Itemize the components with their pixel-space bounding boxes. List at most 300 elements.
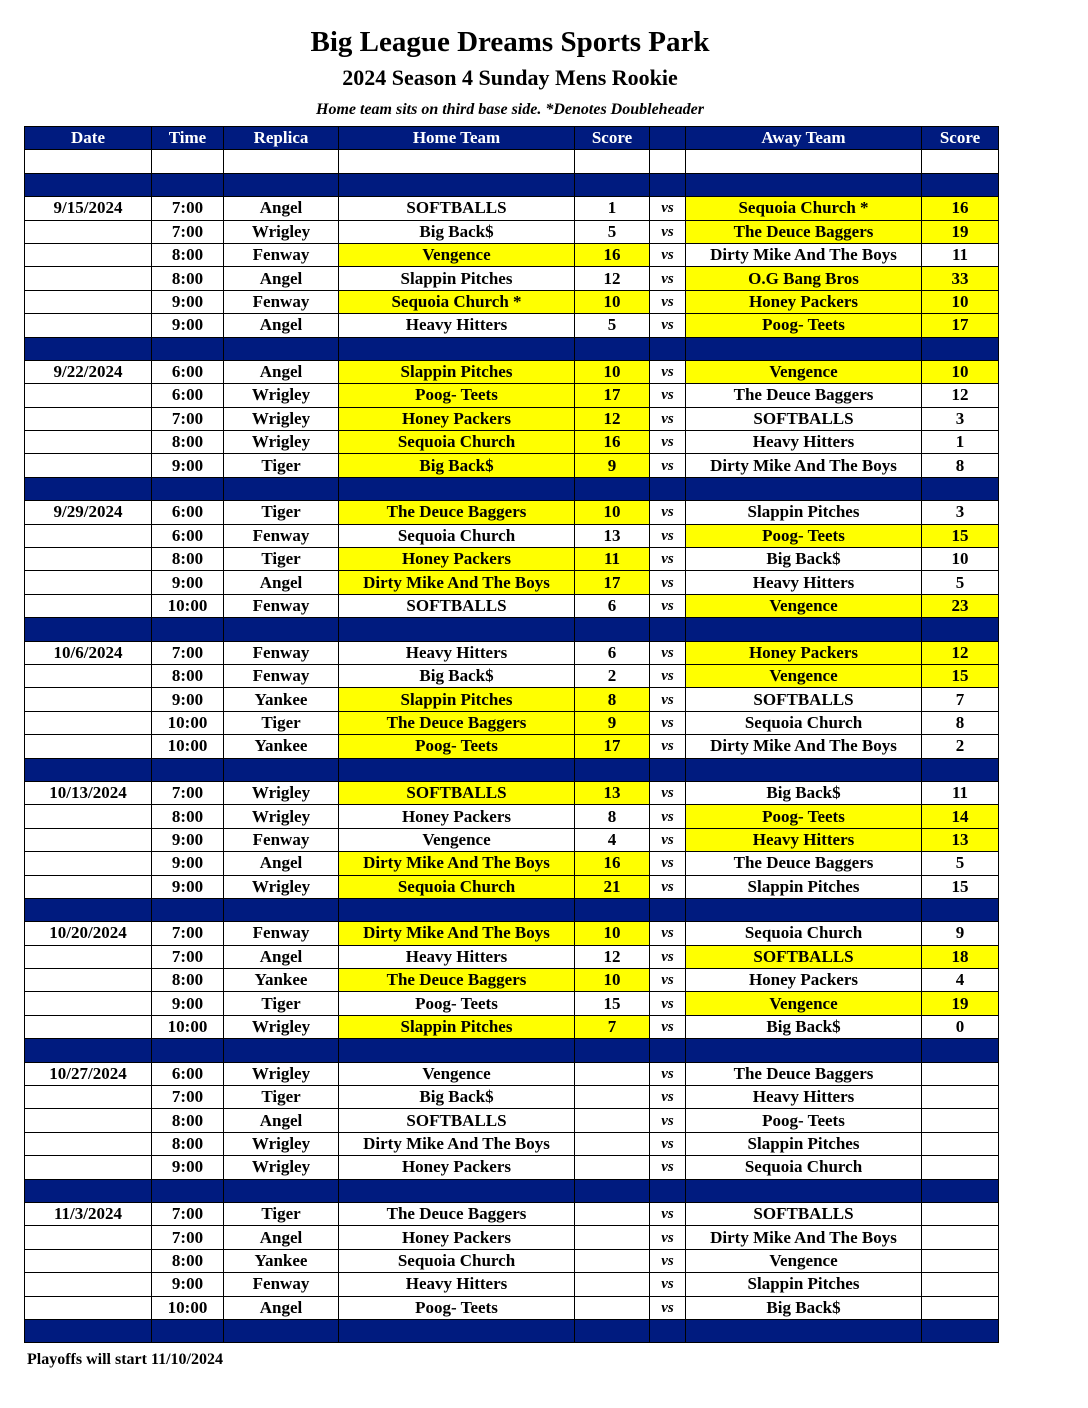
replica-cell: Wrigley: [224, 1015, 339, 1038]
replica-cell: Yankee: [224, 735, 339, 758]
away-team-cell: Slappin Pitches: [686, 1132, 922, 1155]
away-team-cell: Poog- Teets: [686, 805, 922, 828]
time-cell: 8:00: [152, 1132, 224, 1155]
vs-label: vs: [650, 220, 686, 243]
away-score-cell: [922, 1062, 999, 1085]
replica-cell: Angel: [224, 945, 339, 968]
away-score-cell: 17: [922, 314, 999, 337]
vs-label: vs: [650, 594, 686, 617]
home-score-cell: 16: [575, 852, 650, 875]
replica-cell: Fenway: [224, 594, 339, 617]
game-row: [25, 781, 999, 804]
replica-cell: Yankee: [224, 688, 339, 711]
away-team-cell: Honey Packers: [686, 641, 922, 664]
away-score-cell: [922, 1202, 999, 1225]
replica-cell: Fenway: [224, 922, 339, 945]
away-team-cell: Heavy Hitters: [686, 1086, 922, 1109]
away-team-cell: Big Back$: [686, 1296, 922, 1319]
away-score-cell: [922, 1109, 999, 1132]
vs-label: vs: [650, 735, 686, 758]
vs-label: vs: [650, 852, 686, 875]
home-team-cell: Honey Packers: [339, 1156, 575, 1179]
game-row: [25, 501, 999, 524]
replica-cell: Angel: [224, 1296, 339, 1319]
home-score-cell: [575, 1062, 650, 1085]
date-cell: [25, 548, 152, 571]
away-team-cell: Poog- Teets: [686, 314, 922, 337]
vs-label: vs: [650, 571, 686, 594]
away-score-cell: 8: [922, 454, 999, 477]
time-cell: 8:00: [152, 969, 224, 992]
replica-cell: Wrigley: [224, 1156, 339, 1179]
replica-cell: Fenway: [224, 641, 339, 664]
blank-row: [25, 150, 999, 173]
away-team-cell: SOFTBALLS: [686, 1202, 922, 1225]
replica-cell: Tiger: [224, 1086, 339, 1109]
home-team-cell: Big Back$: [339, 220, 575, 243]
home-team-cell: SOFTBALLS: [339, 1109, 575, 1132]
away-score-cell: 3: [922, 407, 999, 430]
home-team-cell: Heavy Hitters: [339, 314, 575, 337]
week-separator: [25, 898, 999, 921]
week-separator: [25, 173, 999, 196]
game-row: [25, 197, 999, 220]
replica-cell: Angel: [224, 360, 339, 383]
away-score-cell: [922, 1086, 999, 1109]
date-cell: [25, 290, 152, 313]
vs-label: vs: [650, 290, 686, 313]
home-team-cell: Heavy Hitters: [339, 945, 575, 968]
home-score-cell: 13: [575, 524, 650, 547]
col-replica-header: Replica: [224, 127, 339, 150]
game-row: [25, 945, 999, 968]
home-score-cell: [575, 1202, 650, 1225]
away-score-cell: 9: [922, 922, 999, 945]
away-score-cell: [922, 1132, 999, 1155]
away-team-cell: Big Back$: [686, 781, 922, 804]
time-cell: 6:00: [152, 1062, 224, 1085]
away-team-cell: Heavy Hitters: [686, 571, 922, 594]
week-separator: [25, 758, 999, 781]
away-score-cell: 14: [922, 805, 999, 828]
away-team-cell: SOFTBALLS: [686, 688, 922, 711]
home-team-cell: Big Back$: [339, 1086, 575, 1109]
home-team-cell: Vengence: [339, 1062, 575, 1085]
home-team-cell: Poog- Teets: [339, 735, 575, 758]
week-separator: [25, 1179, 999, 1202]
home-score-cell: 4: [575, 828, 650, 851]
away-score-cell: 15: [922, 664, 999, 687]
col-home-team-header: Home Team: [339, 127, 575, 150]
game-row: [25, 1202, 999, 1225]
replica-cell: Fenway: [224, 1273, 339, 1296]
home-score-cell: 10: [575, 360, 650, 383]
vs-label: vs: [650, 267, 686, 290]
away-team-cell: Slappin Pitches: [686, 1273, 922, 1296]
date-cell: 10/6/2024: [25, 641, 152, 664]
time-cell: 10:00: [152, 735, 224, 758]
date-cell: [25, 1109, 152, 1132]
home-team-cell: Sequoia Church *: [339, 290, 575, 313]
time-cell: 8:00: [152, 267, 224, 290]
home-score-cell: 11: [575, 548, 650, 571]
vs-label: vs: [650, 407, 686, 430]
home-score-cell: 9: [575, 711, 650, 734]
away-score-cell: 15: [922, 875, 999, 898]
away-team-cell: Vengence: [686, 1249, 922, 1272]
date-cell: [25, 1132, 152, 1155]
playoffs-note: Playoffs will start 11/10/2024: [27, 1351, 223, 1368]
away-team-cell: The Deuce Baggers: [686, 1062, 922, 1085]
away-team-cell: Big Back$: [686, 548, 922, 571]
game-row: [25, 360, 999, 383]
vs-label: vs: [650, 1273, 686, 1296]
game-row: [25, 1062, 999, 1085]
replica-cell: Fenway: [224, 243, 339, 266]
game-row: [25, 992, 999, 1015]
time-cell: 6:00: [152, 360, 224, 383]
replica-cell: Wrigley: [224, 875, 339, 898]
vs-label: vs: [650, 524, 686, 547]
home-score-cell: 12: [575, 407, 650, 430]
week-separator: [25, 1319, 999, 1342]
col-date-header: Date: [25, 127, 152, 150]
away-score-cell: 10: [922, 548, 999, 571]
replica-cell: Angel: [224, 571, 339, 594]
home-score-cell: 13: [575, 781, 650, 804]
game-row: [25, 548, 999, 571]
date-cell: [25, 431, 152, 454]
home-team-cell: Dirty Mike And The Boys: [339, 852, 575, 875]
date-cell: [25, 1249, 152, 1272]
away-score-cell: 13: [922, 828, 999, 851]
date-cell: [25, 1086, 152, 1109]
date-cell: [25, 1273, 152, 1296]
away-team-cell: Sequoia Church *: [686, 197, 922, 220]
time-cell: 10:00: [152, 594, 224, 617]
away-score-cell: 7: [922, 688, 999, 711]
home-team-cell: SOFTBALLS: [339, 781, 575, 804]
time-cell: 7:00: [152, 781, 224, 804]
away-team-cell: Slappin Pitches: [686, 501, 922, 524]
home-score-cell: [575, 1273, 650, 1296]
replica-cell: Wrigley: [224, 805, 339, 828]
away-team-cell: Dirty Mike And The Boys: [686, 243, 922, 266]
date-cell: [25, 407, 152, 430]
date-cell: [25, 524, 152, 547]
game-row: [25, 664, 999, 687]
game-row: [25, 267, 999, 290]
game-row: [25, 852, 999, 875]
date-cell: [25, 688, 152, 711]
replica-cell: Angel: [224, 197, 339, 220]
time-cell: 9:00: [152, 571, 224, 594]
time-cell: 7:00: [152, 641, 224, 664]
home-score-cell: 8: [575, 688, 650, 711]
away-score-cell: 18: [922, 945, 999, 968]
game-row: [25, 314, 999, 337]
home-score-cell: [575, 1109, 650, 1132]
away-team-cell: SOFTBALLS: [686, 945, 922, 968]
time-cell: 7:00: [152, 197, 224, 220]
away-team-cell: Heavy Hitters: [686, 431, 922, 454]
date-cell: [25, 1226, 152, 1249]
home-score-cell: 12: [575, 267, 650, 290]
away-team-cell: Vengence: [686, 992, 922, 1015]
home-team-cell: Big Back$: [339, 664, 575, 687]
game-row: [25, 735, 999, 758]
away-team-cell: Honey Packers: [686, 290, 922, 313]
away-score-cell: 19: [922, 992, 999, 1015]
game-row: [25, 220, 999, 243]
home-score-cell: [575, 1156, 650, 1179]
time-cell: 9:00: [152, 1273, 224, 1296]
game-row: [25, 384, 999, 407]
away-score-cell: [922, 1156, 999, 1179]
vs-label: vs: [650, 360, 686, 383]
vs-label: vs: [650, 501, 686, 524]
away-score-cell: 2: [922, 735, 999, 758]
home-team-cell: Poog- Teets: [339, 992, 575, 1015]
col-home-score-header: Score: [575, 127, 650, 150]
replica-cell: Wrigley: [224, 1062, 339, 1085]
time-cell: 7:00: [152, 407, 224, 430]
away-team-cell: Sequoia Church: [686, 1156, 922, 1179]
vs-label: vs: [650, 197, 686, 220]
replica-cell: Tiger: [224, 992, 339, 1015]
vs-label: vs: [650, 454, 686, 477]
away-score-cell: 23: [922, 594, 999, 617]
replica-cell: Wrigley: [224, 384, 339, 407]
date-cell: [25, 594, 152, 617]
home-score-cell: 2: [575, 664, 650, 687]
time-cell: 9:00: [152, 1156, 224, 1179]
time-cell: 6:00: [152, 501, 224, 524]
away-team-cell: The Deuce Baggers: [686, 384, 922, 407]
vs-label: vs: [650, 641, 686, 664]
replica-cell: Angel: [224, 852, 339, 875]
game-row: [25, 1249, 999, 1272]
time-cell: 8:00: [152, 1249, 224, 1272]
replica-cell: Fenway: [224, 524, 339, 547]
date-cell: 9/29/2024: [25, 501, 152, 524]
home-score-cell: 10: [575, 290, 650, 313]
away-team-cell: Sequoia Church: [686, 711, 922, 734]
home-score-cell: [575, 1296, 650, 1319]
date-cell: 10/27/2024: [25, 1062, 152, 1085]
time-cell: 7:00: [152, 1226, 224, 1249]
time-cell: 8:00: [152, 664, 224, 687]
time-cell: 9:00: [152, 875, 224, 898]
game-row: [25, 243, 999, 266]
time-cell: 7:00: [152, 922, 224, 945]
time-cell: 8:00: [152, 548, 224, 571]
date-cell: [25, 735, 152, 758]
replica-cell: Tiger: [224, 454, 339, 477]
replica-cell: Tiger: [224, 548, 339, 571]
replica-cell: Tiger: [224, 501, 339, 524]
vs-label: vs: [650, 314, 686, 337]
away-score-cell: [922, 1273, 999, 1296]
game-row: [25, 571, 999, 594]
date-cell: [25, 1296, 152, 1319]
week-separator: [25, 1039, 999, 1062]
home-team-cell: Sequoia Church: [339, 524, 575, 547]
home-score-cell: 16: [575, 243, 650, 266]
home-score-cell: 16: [575, 431, 650, 454]
home-team-cell: The Deuce Baggers: [339, 1202, 575, 1225]
home-score-cell: [575, 1249, 650, 1272]
vs-label: vs: [650, 945, 686, 968]
date-cell: [25, 1156, 152, 1179]
home-team-cell: Slappin Pitches: [339, 267, 575, 290]
away-score-cell: [922, 1249, 999, 1272]
replica-cell: Fenway: [224, 664, 339, 687]
away-score-cell: 1: [922, 431, 999, 454]
home-score-cell: 12: [575, 945, 650, 968]
home-team-cell: Vengence: [339, 243, 575, 266]
game-row: [25, 922, 999, 945]
date-cell: 10/20/2024: [25, 922, 152, 945]
vs-label: vs: [650, 1062, 686, 1085]
home-team-cell: Heavy Hitters: [339, 1273, 575, 1296]
game-row: [25, 1296, 999, 1319]
away-score-cell: 3: [922, 501, 999, 524]
game-row: [25, 1226, 999, 1249]
home-team-cell: SOFTBALLS: [339, 594, 575, 617]
away-team-cell: O.G Bang Bros: [686, 267, 922, 290]
game-row: [25, 688, 999, 711]
game-row: [25, 828, 999, 851]
home-team-cell: Sequoia Church: [339, 875, 575, 898]
home-score-cell: 15: [575, 992, 650, 1015]
week-separator: [25, 618, 999, 641]
time-cell: 9:00: [152, 992, 224, 1015]
date-cell: [25, 992, 152, 1015]
home-team-cell: Honey Packers: [339, 548, 575, 571]
away-team-cell: SOFTBALLS: [686, 407, 922, 430]
home-team-cell: Dirty Mike And The Boys: [339, 1132, 575, 1155]
time-cell: 7:00: [152, 220, 224, 243]
vs-label: vs: [650, 1156, 686, 1179]
vs-label: vs: [650, 875, 686, 898]
vs-label: vs: [650, 992, 686, 1015]
away-team-cell: Heavy Hitters: [686, 828, 922, 851]
date-cell: [25, 711, 152, 734]
replica-cell: Fenway: [224, 828, 339, 851]
home-team-cell: Poog- Teets: [339, 384, 575, 407]
vs-label: vs: [650, 1226, 686, 1249]
away-team-cell: Vengence: [686, 664, 922, 687]
away-score-cell: 12: [922, 641, 999, 664]
game-row: [25, 969, 999, 992]
date-cell: [25, 664, 152, 687]
home-team-cell: The Deuce Baggers: [339, 711, 575, 734]
home-team-cell: Sequoia Church: [339, 1249, 575, 1272]
game-row: [25, 1132, 999, 1155]
time-cell: 8:00: [152, 431, 224, 454]
home-score-cell: 6: [575, 594, 650, 617]
replica-cell: Tiger: [224, 711, 339, 734]
away-team-cell: Honey Packers: [686, 969, 922, 992]
time-cell: 8:00: [152, 805, 224, 828]
home-team-cell: Honey Packers: [339, 407, 575, 430]
date-cell: 9/15/2024: [25, 197, 152, 220]
time-cell: 9:00: [152, 454, 224, 477]
home-score-cell: 17: [575, 571, 650, 594]
home-score-cell: 17: [575, 384, 650, 407]
date-cell: [25, 243, 152, 266]
away-score-cell: 11: [922, 243, 999, 266]
away-team-cell: Vengence: [686, 360, 922, 383]
vs-label: vs: [650, 1132, 686, 1155]
replica-cell: Tiger: [224, 1202, 339, 1225]
home-score-cell: 5: [575, 314, 650, 337]
home-team-cell: Slappin Pitches: [339, 1015, 575, 1038]
away-score-cell: 19: [922, 220, 999, 243]
away-team-cell: Slappin Pitches: [686, 875, 922, 898]
date-cell: [25, 945, 152, 968]
away-team-cell: Poog- Teets: [686, 1109, 922, 1132]
date-cell: [25, 969, 152, 992]
away-score-cell: 0: [922, 1015, 999, 1038]
page-title: Big League Dreams Sports Park: [310, 26, 710, 58]
home-team-cell: Vengence: [339, 828, 575, 851]
vs-label: vs: [650, 922, 686, 945]
game-row: [25, 407, 999, 430]
home-score-cell: [575, 1226, 650, 1249]
away-score-cell: [922, 1226, 999, 1249]
time-cell: 9:00: [152, 828, 224, 851]
replica-cell: Angel: [224, 267, 339, 290]
date-cell: [25, 571, 152, 594]
away-team-cell: Dirty Mike And The Boys: [686, 454, 922, 477]
time-cell: 9:00: [152, 852, 224, 875]
date-cell: [25, 828, 152, 851]
vs-label: vs: [650, 969, 686, 992]
vs-label: vs: [650, 384, 686, 407]
time-cell: 7:00: [152, 1086, 224, 1109]
home-team-cell: Heavy Hitters: [339, 641, 575, 664]
date-cell: [25, 875, 152, 898]
time-cell: 8:00: [152, 243, 224, 266]
away-team-cell: Vengence: [686, 594, 922, 617]
header-row: [25, 127, 999, 150]
away-team-cell: The Deuce Baggers: [686, 220, 922, 243]
game-row: [25, 1015, 999, 1038]
date-cell: 9/22/2024: [25, 360, 152, 383]
col-vs-header: [650, 127, 686, 150]
date-cell: 10/13/2024: [25, 781, 152, 804]
replica-cell: Angel: [224, 314, 339, 337]
game-row: [25, 454, 999, 477]
away-score-cell: 15: [922, 524, 999, 547]
game-row: [25, 431, 999, 454]
replica-cell: Yankee: [224, 969, 339, 992]
date-cell: [25, 454, 152, 477]
vs-label: vs: [650, 243, 686, 266]
replica-cell: Wrigley: [224, 1132, 339, 1155]
vs-label: vs: [650, 1296, 686, 1319]
game-row: [25, 594, 999, 617]
replica-cell: Wrigley: [224, 220, 339, 243]
game-row: [25, 1109, 999, 1132]
game-row: [25, 711, 999, 734]
away-score-cell: 10: [922, 360, 999, 383]
replica-cell: Wrigley: [224, 431, 339, 454]
game-row: [25, 1273, 999, 1296]
game-row: [25, 1156, 999, 1179]
